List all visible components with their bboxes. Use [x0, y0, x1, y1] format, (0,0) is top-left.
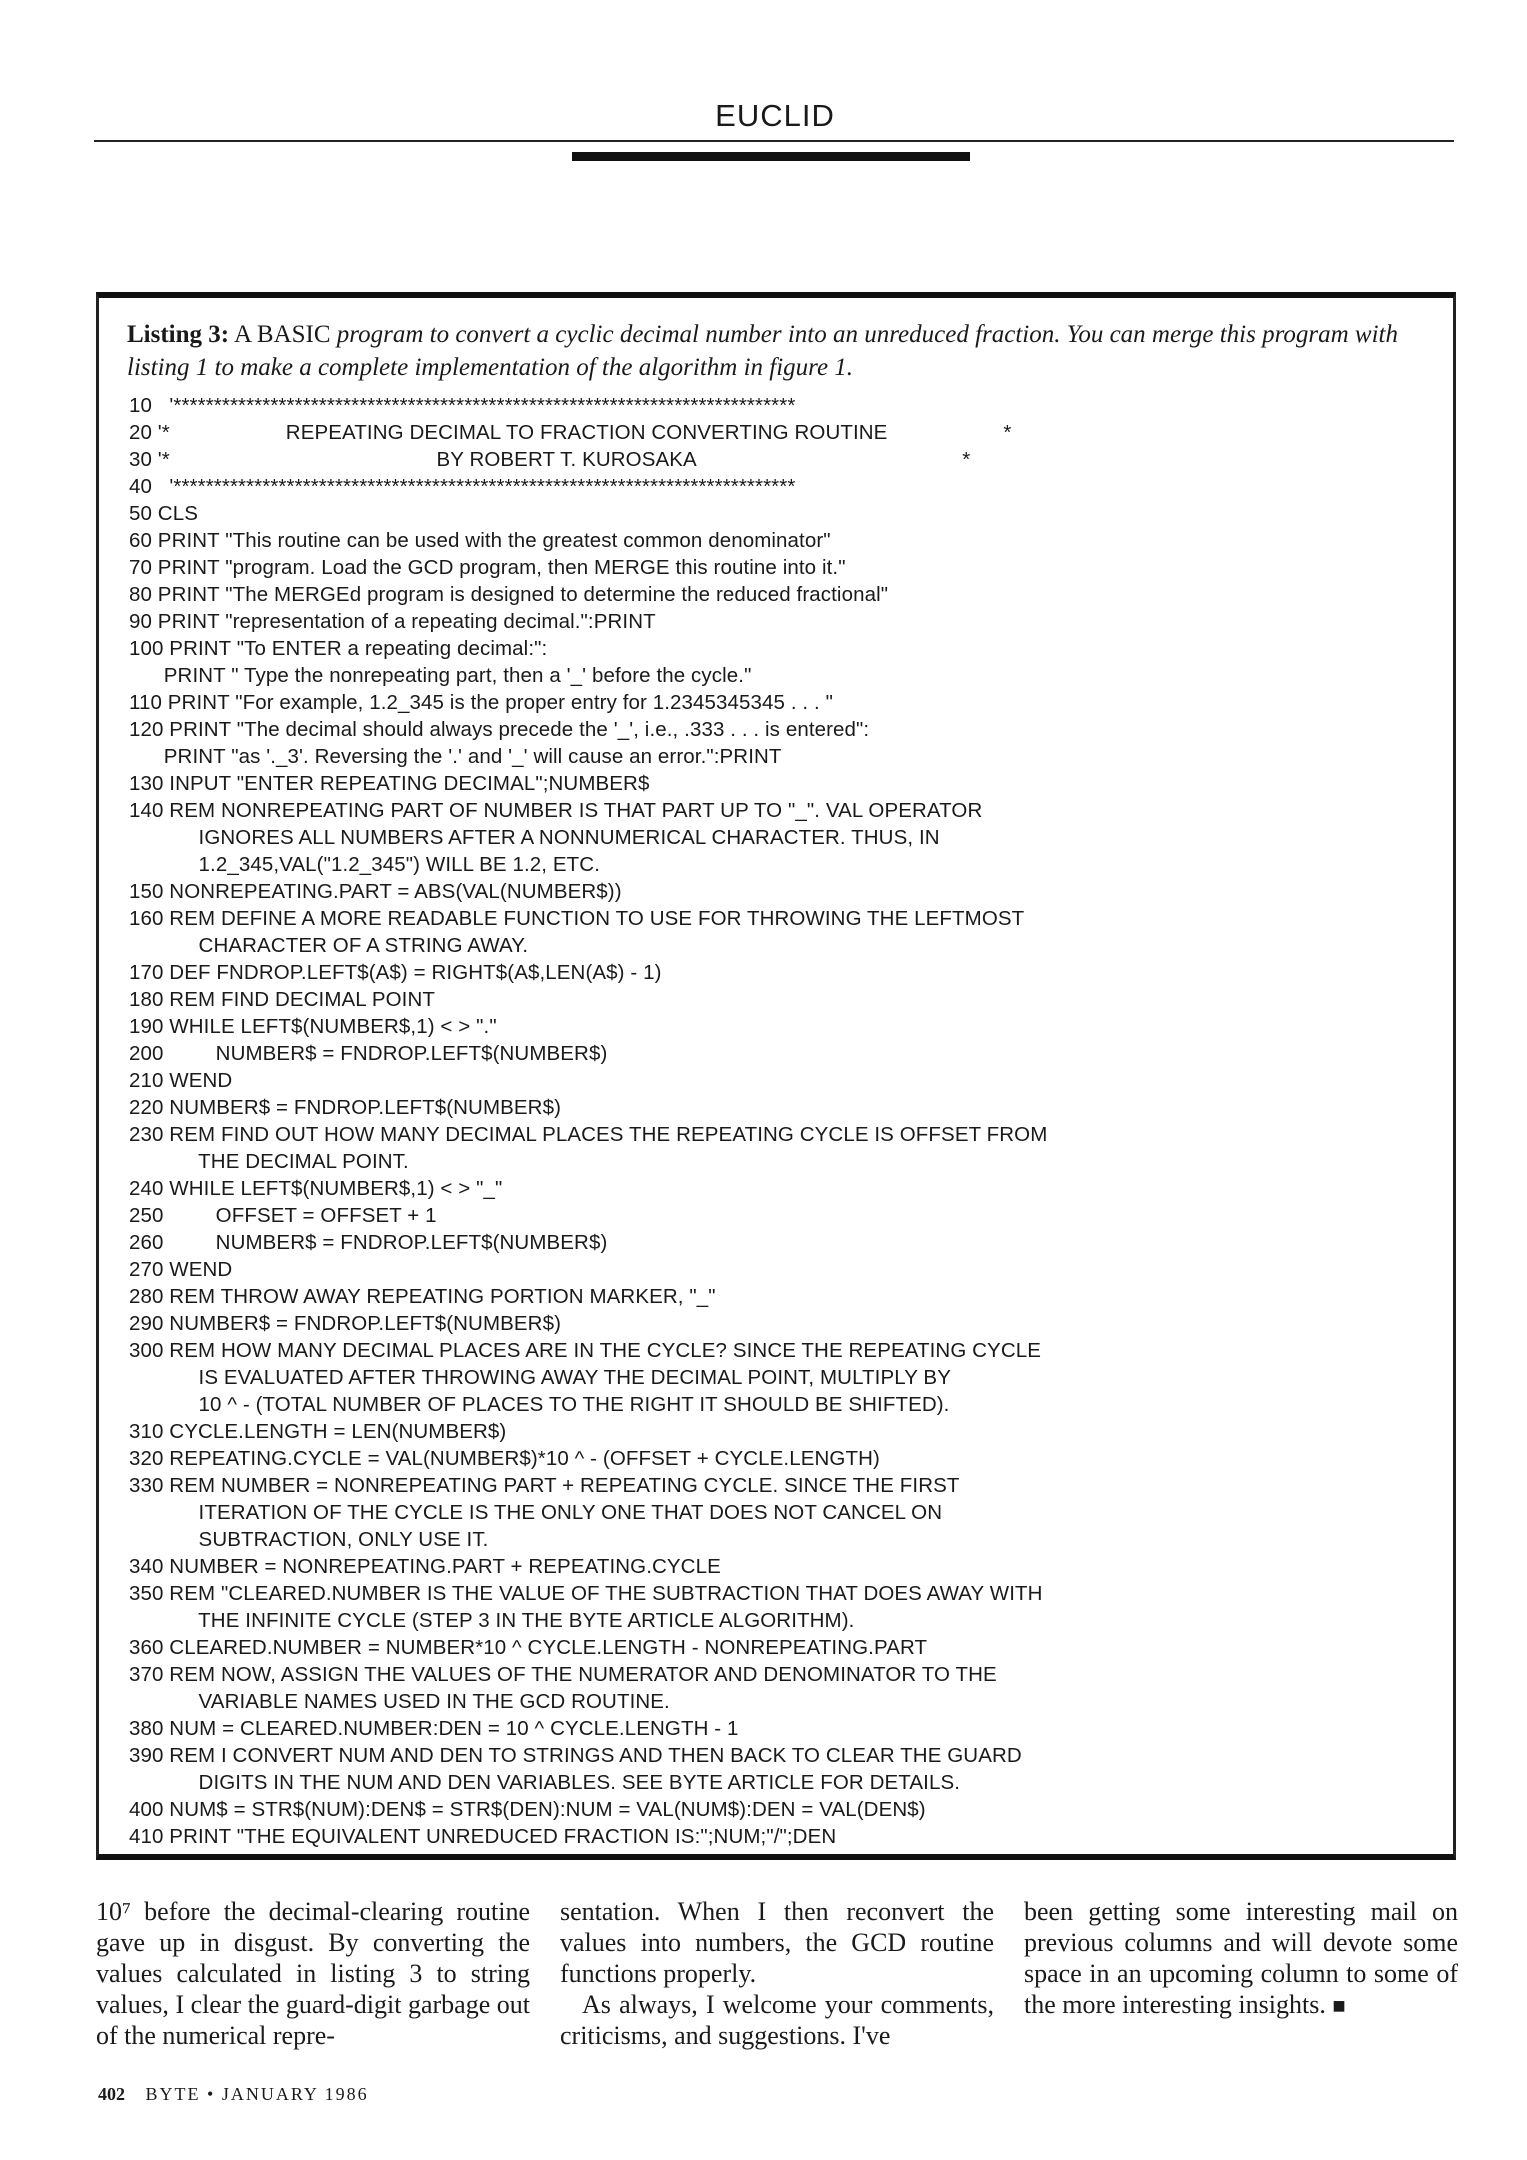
code-line: 100 PRINT "To ENTER a repeating decimal:": — [129, 637, 548, 660]
page-number: 402 — [98, 2084, 125, 2104]
code-line: 170 DEF FNDROP.LEFT$(A$) = RIGHT$(A$,LEN(A$) - 1) — [129, 961, 662, 984]
code-listing — [129, 392, 1439, 1850]
code-line: VARIABLE NAMES USED IN THE GCD ROUTINE. — [129, 1690, 670, 1713]
code-line: 140 REM NONREPEATING PART OF NUMBER IS THAT PART UP TO "_". VAL OPERATOR — [129, 799, 983, 822]
paragraph: As always, I welcome your comments, criticisms, and suggestions. I've — [560, 1990, 994, 2050]
code-line: 120 PRINT "The decimal should always precede the '_', i.e., .333 . . . is entered": — [129, 718, 870, 741]
code-line: PRINT "as '._3'. Reversing the '.' and '_' will cause an error.":PRINT — [129, 745, 782, 768]
code-line: 30 '* BY ROBERT T. KUROSAKA * — [129, 448, 971, 471]
footer-separator: • — [207, 2084, 216, 2104]
magazine-name: BYTE — [145, 2084, 201, 2104]
article-column-3 — [1024, 1896, 1458, 2051]
code-line: CHARACTER OF A STRING AWAY. — [129, 934, 529, 957]
listing-box — [96, 292, 1456, 1860]
issue-date: JANUARY 1986 — [221, 2084, 369, 2104]
code-line: 250 OFFSET = OFFSET + 1 — [129, 1204, 437, 1227]
code-line: IS EVALUATED AFTER THROWING AWAY THE DECIMAL POINT, MULTIPLY BY — [129, 1366, 951, 1389]
code-line: 310 CYCLE.LENGTH = LEN(NUMBER$) — [129, 1420, 507, 1443]
caption-lead: A BASIC — [233, 321, 331, 348]
code-line: 220 NUMBER$ = FNDROP.LEFT$(NUMBER$) — [129, 1096, 562, 1119]
code-line: 370 REM NOW, ASSIGN THE VALUES OF THE NUMERATOR AND DENOMINATOR TO THE — [129, 1663, 997, 1686]
code-line: THE INFINITE CYCLE (STEP 3 IN THE BYTE ARTICLE ALGORITHM). — [129, 1609, 855, 1632]
code-line: 350 REM "CLEARED.NUMBER IS THE VALUE OF THE SUBTRACTION THAT DOES AWAY WITH — [129, 1582, 1043, 1605]
code-line: IGNORES ALL NUMBERS AFTER A NONNUMERICAL CHARACTER. THUS, IN — [129, 826, 940, 849]
code-line: SUBTRACTION, ONLY USE IT. — [129, 1528, 489, 1551]
code-line: 210 WEND — [129, 1069, 233, 1092]
caption-label: Listing 3: — [127, 321, 230, 348]
code-line: 10 ^ - (TOTAL NUMBER OF PLACES TO THE RIGHT IT SHOULD BE SHIFTED). — [129, 1393, 950, 1416]
code-line: 150 NONREPEATING.PART = ABS(VAL(NUMBER$)) — [129, 880, 622, 903]
code-line: THE DECIMAL POINT. — [129, 1150, 409, 1173]
code-line: 50 CLS — [129, 502, 198, 525]
code-line: 1.2_345,VAL("1.2_345") WILL BE 1.2, ETC. — [129, 853, 600, 876]
code-line: 260 NUMBER$ = FNDROP.LEFT$(NUMBER$) — [129, 1231, 608, 1254]
article-body — [96, 1896, 1458, 2051]
code-line: PRINT " Type the nonrepeating part, then a '_' before the cycle." — [129, 664, 752, 687]
code-line: 40 '***************************************************************************** — [129, 475, 796, 498]
code-line: 270 WEND — [129, 1258, 233, 1281]
code-line: 160 REM DEFINE A MORE READABLE FUNCTION TO USE FOR THROWING THE LEFTMOST — [129, 907, 1025, 930]
code-line: DIGITS IN THE NUM AND DEN VARIABLES. SEE BYTE ARTICLE FOR DETAILS. — [129, 1771, 961, 1794]
paragraph — [1024, 1896, 1458, 2021]
code-line: 240 WHILE LEFT$(NUMBER$,1) < > "_" — [129, 1177, 503, 1200]
code-line: ITERATION OF THE CYCLE IS THE ONLY ONE THAT DOES NOT CANCEL ON — [129, 1501, 943, 1524]
code-line: 70 PRINT "program. Load the GCD program, then MERGE this routine into it." — [129, 556, 846, 579]
header-rule — [94, 140, 1454, 142]
page-header-title: EUCLID — [715, 98, 835, 133]
code-line: 200 NUMBER$ = FNDROP.LEFT$(NUMBER$) — [129, 1042, 608, 1065]
paragraph-text: been getting some interesting mail on previous columns and will devote some space in an upcoming column to some of the more interesting insights. — [1024, 1897, 1458, 2019]
paragraph: sentation. When I then reconvert the values into numbers, the GCD routine functions properly. — [560, 1897, 994, 1988]
code-line: 340 NUMBER = NONREPEATING.PART + REPEATING.CYCLE — [129, 1555, 721, 1578]
code-line: 410 PRINT "THE EQUIVALENT UNREDUCED FRACTION IS:";NUM;"/";DEN — [129, 1825, 837, 1848]
code-line: 10 '***************************************************************************** — [129, 394, 796, 417]
code-line: 400 NUM$ = STR$(NUM):DEN$ = STR$(DEN):NUM = VAL(NUM$):DEN = VAL(DEN$) — [129, 1798, 926, 1821]
header-bar — [572, 152, 970, 161]
code-line: 320 REPEATING.CYCLE = VAL(NUMBER$)*10 ^ - (OFFSET + CYCLE.LENGTH) — [129, 1447, 880, 1470]
code-line: 380 NUM = CLEARED.NUMBER:DEN = 10 ^ CYCLE.LENGTH - 1 — [129, 1717, 739, 1740]
code-line: 180 REM FIND DECIMAL POINT — [129, 988, 435, 1011]
code-line: 280 REM THROW AWAY REPEATING PORTION MARKER, "_" — [129, 1285, 716, 1308]
code-line: 230 REM FIND OUT HOW MANY DECIMAL PLACES THE REPEATING CYCLE IS OFFSET FROM — [129, 1123, 1048, 1146]
code-line: 330 REM NUMBER = NONREPEATING PART + REPEATING CYCLE. SINCE THE FIRST — [129, 1474, 960, 1497]
article-column-2 — [560, 1896, 994, 2051]
caption-text: program to convert a cyclic decimal number into an unreduced fraction. You can merge this program with listing 1 to make a complete implementation of the algorithm in figure 1. — [127, 321, 1399, 381]
code-line: 130 INPUT "ENTER REPEATING DECIMAL";NUMBER$ — [129, 772, 650, 795]
code-line: 80 PRINT "The MERGEd program is designed to determine the reduced fractional" — [129, 583, 889, 606]
code-line: 190 WHILE LEFT$(NUMBER$,1) < > "." — [129, 1015, 497, 1038]
code-line: 20 '* REPEATING DECIMAL TO FRACTION CONVERTING ROUTINE * — [129, 421, 1012, 444]
code-line: 290 NUMBER$ = FNDROP.LEFT$(NUMBER$) — [129, 1312, 562, 1335]
article-column-1 — [96, 1896, 530, 2051]
code-line: 300 REM HOW MANY DECIMAL PLACES ARE IN THE CYCLE? SINCE THE REPEATING CYCLE — [129, 1339, 1042, 1362]
page-footer — [98, 2084, 369, 2105]
end-mark-icon: ■ — [1332, 1993, 1346, 2018]
code-line: 90 PRINT "representation of a repeating decimal.":PRINT — [129, 610, 656, 633]
code-line: 360 CLEARED.NUMBER = NUMBER*10 ^ CYCLE.LENGTH - NONREPEATING.PART — [129, 1636, 928, 1659]
code-line: 390 REM I CONVERT NUM AND DEN TO STRINGS AND THEN BACK TO CLEAR THE GUARD — [129, 1744, 1022, 1767]
paragraph: 10⁷ before the decimal-clearing routine gave up in disgust. By converting the values calculated in listing 3 to string values, I clear the guard-digit garbage out of the numerical repre- — [96, 1897, 530, 2050]
code-line: 110 PRINT "For example, 1.2_345 is the proper entry for 1.2345345345 . . . " — [129, 691, 833, 714]
code-line: 60 PRINT "This routine can be used with the greatest common denominator" — [129, 529, 831, 552]
listing-caption — [127, 318, 1427, 384]
